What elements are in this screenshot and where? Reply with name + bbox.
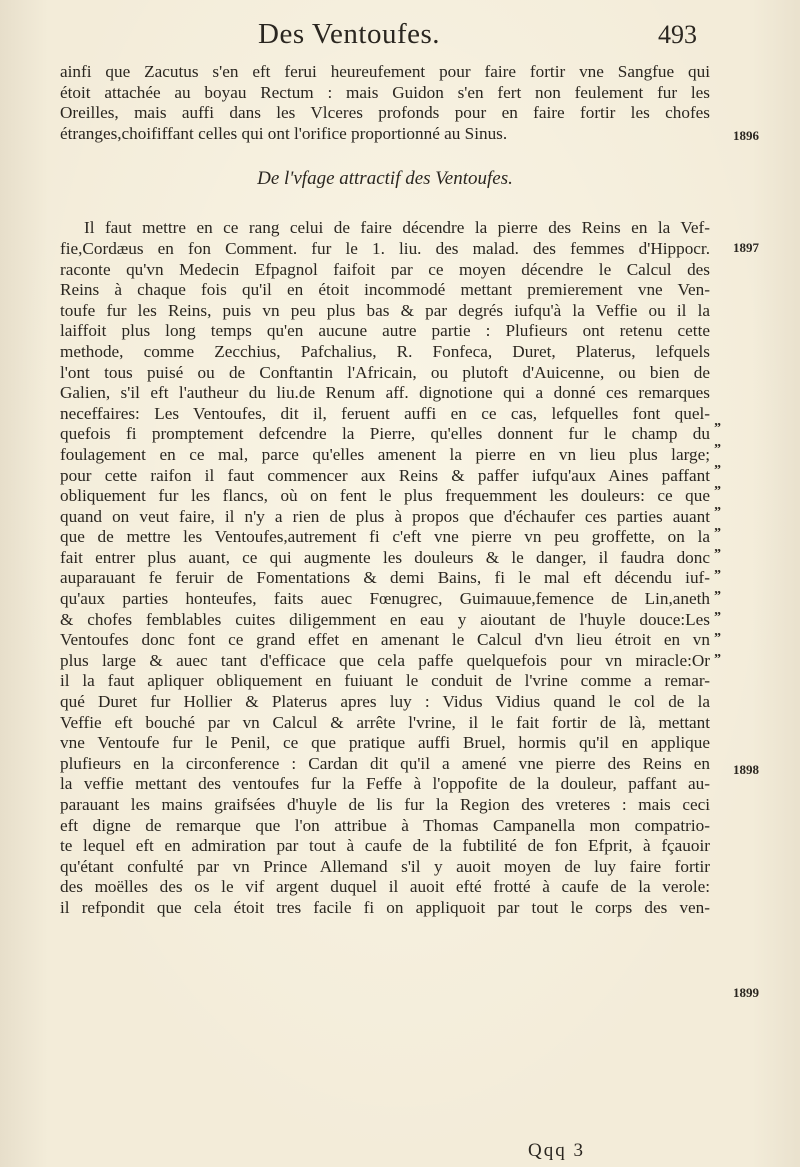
text-line: neceffaires: Les Ventoufes, dit il, feruent auffi en ce cas, lefquelles font quel-	[60, 403, 710, 423]
text-line: Il faut mettre en ce rang celui de faire décendre la pierre des Reins en la Vef-	[84, 218, 710, 238]
text-line: étranges,choififfant celles qui ont l'orifice proportionné au Sinus.	[60, 123, 508, 143]
margin-note-1899: 1899	[733, 985, 759, 1000]
text-line: qu'aux parties honteufes, faits auec Fœnugrec, Guimauue,femence de Lin,aneth	[60, 589, 710, 609]
text-line: plus large & auec tant d'efficace que cela paffe quelquefois pour vn miracle:Or	[60, 650, 710, 670]
signature-mark: Qqq 3	[528, 1140, 585, 1161]
quote-mark: ”	[714, 505, 721, 520]
text-line: Oreilles, mais auffi dans les Vlceres profonds pour en faire fortir les chofes	[60, 103, 710, 123]
quote-mark: ”	[714, 568, 721, 583]
text-line: étoit attachée au boyau Rectum : mais Guidon s'en fert non feulement fur les	[60, 82, 710, 102]
text-line: vne Ventoufe fur le Penil, ce que pratique auffi Bruel, hormis qu'il en applique	[60, 733, 710, 753]
text-line: que de mettre les Ventoufes,autrement fi c'eft vne pierre vn peu groffette, on la	[60, 527, 710, 547]
quote-mark: ”	[714, 463, 721, 478]
text-line: Galien, s'il eft l'autheur du liu.de Renum aff. dignotione qui a donné ces remarques	[60, 383, 710, 403]
text-line: auparauant fe feruir de Fomentations & demi Bains, fi le mal eft décendu iuf-	[60, 568, 710, 588]
quote-mark: ”	[714, 610, 721, 625]
quote-mark: ”	[714, 631, 721, 646]
margin-note-1896: 1896	[733, 128, 759, 143]
body-text	[60, 62, 710, 919]
text-line: Ventoufes donc font ce grand effet en amenant le Calcul d'vn lieu étroit en vn	[60, 630, 710, 650]
text-line: Veffie eft bouché par vn Calcul & arrête l'vrine, il le fait fortir de là, mettant	[60, 712, 710, 732]
text-line: quefois fi promptement defcendre la Pierre, qu'elles donnent fur le champ du	[60, 424, 710, 444]
section-heading: De l'vfage attractif des Ventoufes.	[257, 168, 513, 190]
text-line: eft digne de remarque que l'on attribue à Thomas Campanella mon compatrio-	[60, 815, 710, 835]
text-line: foulagement en ce mal, parce qu'elles amenent la pierre en vn lieu plus large;	[60, 444, 710, 464]
text-line: Reins à chaque fois qu'il en étoit incommodé mettant premierement vne Ven-	[60, 280, 710, 300]
text-line: qu'étant confulté par vn Prince Allemand s'il y auoit moyen de luy faire fortir	[60, 856, 710, 876]
quote-mark: ”	[714, 421, 721, 436]
text-line: ainfi que Zacutus s'en eft ferui heureufement pour faire fortir vne Sangfue qui	[60, 62, 710, 81]
quote-mark: ”	[714, 652, 721, 667]
text-line: raconte qu'vn Medecin Efpagnol faifoit par ce moyen décendre le Calcul des	[60, 259, 710, 279]
text-line: qué Duret fur Hollier & Platerus apres luy : Vidus Vidius quand le col de la	[60, 692, 710, 712]
text-line: & chofes femblables cuites diligemment en eau y aioutant de l'huyle douce:Les	[60, 609, 710, 629]
quote-mark: ”	[714, 547, 721, 562]
running-title: Des Ventoufes.	[258, 18, 441, 50]
text-line: toufe fur les Reins, puis vn peu plus bas & par degrés iufqu'à la Veffie ou il la	[60, 300, 710, 320]
text-line: l'ont tous puisé ou de Conftantin l'Africain, ou plutoft d'Auicenne, ou bien de	[60, 362, 710, 382]
text-line: fie,Cordæus en fon Comment. fur le 1. liu. des malad. des femmes d'Hippocr.	[60, 238, 710, 258]
text-line: des moëlles des os le vif argent duquel il auoit efté frotté à caufe de la verole:	[60, 877, 710, 897]
margin-note-1898: 1898	[733, 762, 759, 777]
text-line: il la faut apliquer obliquement en fuiuant le conduit de l'vrine comme a remar-	[60, 671, 710, 691]
quote-mark: ”	[714, 589, 721, 604]
page-header	[0, 18, 800, 58]
text-line: obliquement fur les flancs, où on fent le plus frequemment les douleurs: ce que	[60, 486, 710, 506]
page-number: 493	[658, 20, 697, 49]
text-line: quand on veut faire, il n'y a rien de plus à propos que d'échaufer ces parties auant	[60, 506, 710, 526]
text-line: plufieurs en la circonference : Cardan dit qu'il a amené vne pierre des Reins en	[60, 753, 710, 773]
text-line: laiffoit plus long temps qu'en aucune autre partie : Plufieurs ont retenu cette	[60, 321, 710, 341]
text-line: la veffie mettant des ventoufes fur la Feffe à l'oppofite de la douleur, paffant au-	[60, 774, 710, 794]
text-line: fait entrer plus auant, ce qui augmente les douleurs & le danger, il faudra donc	[60, 547, 710, 567]
quote-mark: ”	[714, 526, 721, 541]
text-line: parauant les mains graifsées d'huyle de lis fur la Region des vreteres : mais ceci	[60, 795, 710, 814]
quote-mark: ”	[714, 484, 721, 499]
text-line: methode, comme Zecchius, Pafchalius, R. Fonfeca, Duret, Platerus, lefquels	[60, 341, 710, 361]
text-line: pour cette raifon il faut commencer aux Reins & paffer iufqu'aux Aines paffant	[60, 465, 710, 485]
quote-mark: ”	[714, 442, 721, 457]
margin-note-1897: 1897	[733, 240, 759, 255]
text-line: il refpondit que cela étoit tres facile fi on appliquoit par tout le corps des ven-	[60, 897, 710, 917]
text-line: te lequel eft en admiration par tout à caufe de la fubtilité de fon Efprit, à fçauoir	[60, 836, 710, 856]
